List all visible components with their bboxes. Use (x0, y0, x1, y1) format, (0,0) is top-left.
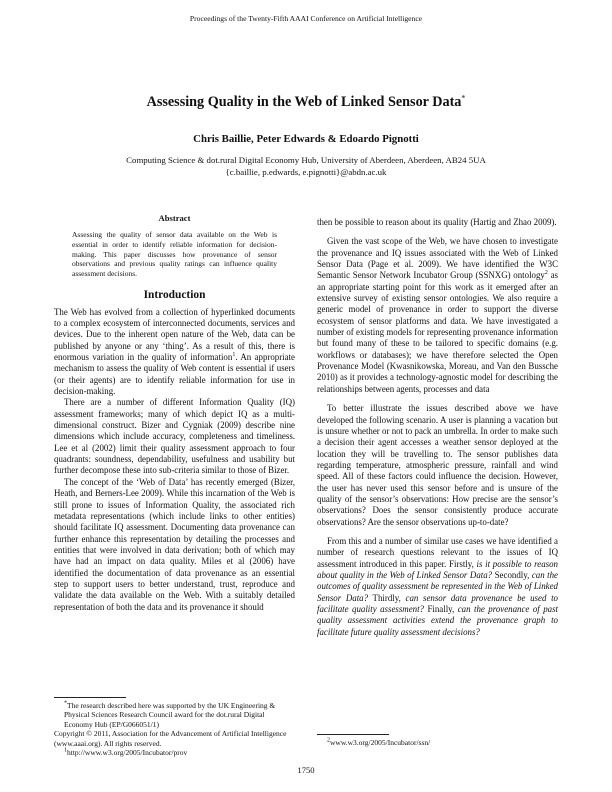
copyright-notice: Copyright © 2011, Association for the Advancement of Artificial Intelligence (www.aaai.org). All rights reserved. (54, 729, 287, 748)
author-emails: {c.baillie, p.edwards, e.pignotti}@abdn.ac.uk (225, 166, 387, 177)
intro-p1-text-a: The Web has evolved from a collection of hyperlinked documents to a complex ecosystem of interconnected documents, services and devices. Due to the inherent open nature of the Web, data can be published by anyone or any ‘thing’. As a result of this, there is enormous variation in the quality of information (54, 306, 295, 363)
footnote-rule (317, 734, 389, 735)
intro-p7-text-c: Thirdly, (368, 592, 406, 603)
intro-p7-text-a: From this and a number of similar use cases we have identified a number of research questions relevant to the issues of IQ assessment introduced in this paper. Firstly, (317, 535, 558, 569)
research-question-3: can sensor data provenance be used to facilitate quality assessment? (317, 592, 558, 614)
title-text: Assessing Quality in the Web of Linked Sensor Data (146, 94, 462, 110)
intro-p7-text-b: Secondly, (492, 569, 532, 580)
footnote-2 (317, 738, 558, 747)
research-question-4: can the provenance of past quality assessment activities extend the provenance graph to facilitate future quality assessment decisions? (317, 604, 558, 637)
intro-paragraph-3: The concept of the ‘Web of Data’ has recently emerged (Bizer, Heath, and Berners-Lee 2009). While this incarnation of the Web is still prone to issues of Information Quality, the associated rich metadata representations (which include links to other entities) should facilitate IQ assessment. Documenting data provenance can further enhance this representation by detailing the processes and entities that were involved in data derivation; both of which may have had an impact on data quality. Miles et al (2006) have identified the documentation of data provenance as an essential step to support users to better understand, trust, reproduce and validate the data available on the Web. With a suitably detailed representation of both the data and its provenance it should (54, 476, 295, 612)
research-question-2: can the outcomes of quality assessment be represented in the Web of Linked Sensor Data? (317, 569, 558, 603)
footnote-1-mark: 1 (64, 747, 67, 754)
proceedings-header: Proceedings of the Twenty-Fifth AAAI Conference on Artificial Intelligence (189, 14, 423, 23)
funding-footnote (54, 701, 295, 729)
footnote-2-link[interactable]: www.w3.org/2005/Incubator/ssn/ (330, 738, 431, 747)
footnote-2-mark: 2 (327, 737, 330, 744)
authors: Chris Baillie, Peter Edwards & Edoardo Pignotti (193, 133, 419, 145)
paper-title (0, 94, 612, 111)
intro-p1-text-b: . An appropriate mechanism to assess the quality of Web content is essential if users (or their agents) are to identify reliable information for use in decision-making. (54, 352, 295, 397)
intro-paragraph-5 (317, 236, 558, 395)
footnote-1-link[interactable]: http://www.w3.org/2005/Incubator/prov (67, 748, 188, 758)
abstract-text: Assessing the quality of sensor data available on the Web is essential in order to identify reliable information for decision-making. This paper discusses how provenance of sensor observations and previous quality ratings can influence quality assessment decisions. (72, 230, 277, 278)
intro-paragraph-2: There are a number of different Information Quality (IQ) assessment frameworks; many of which depict IQ as a multi-dimensional construct. Bizer and Cygniak (2009) describe nine dimensions which include accuracy, completeness and timeliness. Lee et al (2002) limit their quality assessment approach to four quadrants: soundness, dependability, usefulness and usability but further decompose these into sub-criteria similar to those of Bizer. (54, 397, 295, 476)
intro-paragraph-1 (54, 307, 295, 398)
footnotes-right (317, 734, 558, 747)
abstract-heading: Abstract (158, 213, 191, 223)
page-number: 1750 (297, 765, 315, 775)
funding-footnote-text: The research described here was supported by the UK Engineering & Physical Sciences Research Council award for the dot.rural Digital Economy Hub (EP/G066051/1) (64, 701, 276, 729)
left-column (54, 213, 295, 613)
footnote-ref-2: 2 (544, 270, 548, 277)
introduction-heading: Introduction (143, 289, 206, 302)
intro-paragraph-7 (317, 536, 558, 638)
intro-p5-text-b: as an appropriate starting point for this work as it emerged after an extensive survey of existing sensor ontologies. We also require a generic model of provenance in order to support the diverse ecosystem of sensor platforms and data. We have investigated a number of existing models for representing provenance information but found many of these to be tailored to specific domains (e.g. workflows or databases); we have therefore selected the Open Provenance Model (Kwasnikowska, Moreau, and Van den Bussche 2010) as it provides a technology-agnostic model for describing the relationships between agents, processes and data (317, 270, 558, 394)
footnote-rule (54, 697, 126, 698)
funding-footnote-mark: * (64, 700, 67, 707)
intro-p5-text-a: Given the vast scope of the Web, we have chosen to investigate the provenance and IQ issues associated with the Web of Linked Sensor Data (Page et al. 2009). We have identified the W3C Semantic Sensor Network Incubator Group (SSNXG) ontology (317, 236, 558, 281)
research-question-1: is it possible to reason about quality in the Web of Linked Sensor Data? (317, 558, 558, 580)
intro-paragraph-4: then be possible to reason about its quality (Hartig and Zhao 2009). (317, 217, 557, 227)
footnote-1 (54, 748, 295, 757)
footnotes-left (54, 697, 295, 757)
affiliation (0, 155, 612, 178)
affiliation-line: Computing Science & dot.rural Digital Economy Hub, University of Aberdeen, Aberdeen, AB24 5UA (126, 155, 486, 165)
title-footnote-mark: * (461, 93, 466, 103)
right-column (317, 217, 558, 638)
intro-p7-text-d: Finally, (424, 604, 458, 614)
footnote-ref-1: 1 (232, 352, 236, 359)
intro-paragraph-6: To better illustrate the issues described above we have developed the following scenario. A user is planning a vacation but is unsure whether or not to pack an umbrella. In order to make such a decision their agent accesses a weather sensor deployed at the location they will be travelling to. The sensor publishes data regarding temperature, atmospheric pressure, rainfall and wind speed. All of these factors could influence the decision. However, the user has never used this sensor before and is unsure of the quality of the sensor’s observations: How precise are the sensor’s observations? Does the sensor consistently produce accurate observations? Are the sensor observations up-to-date? (317, 403, 558, 527)
